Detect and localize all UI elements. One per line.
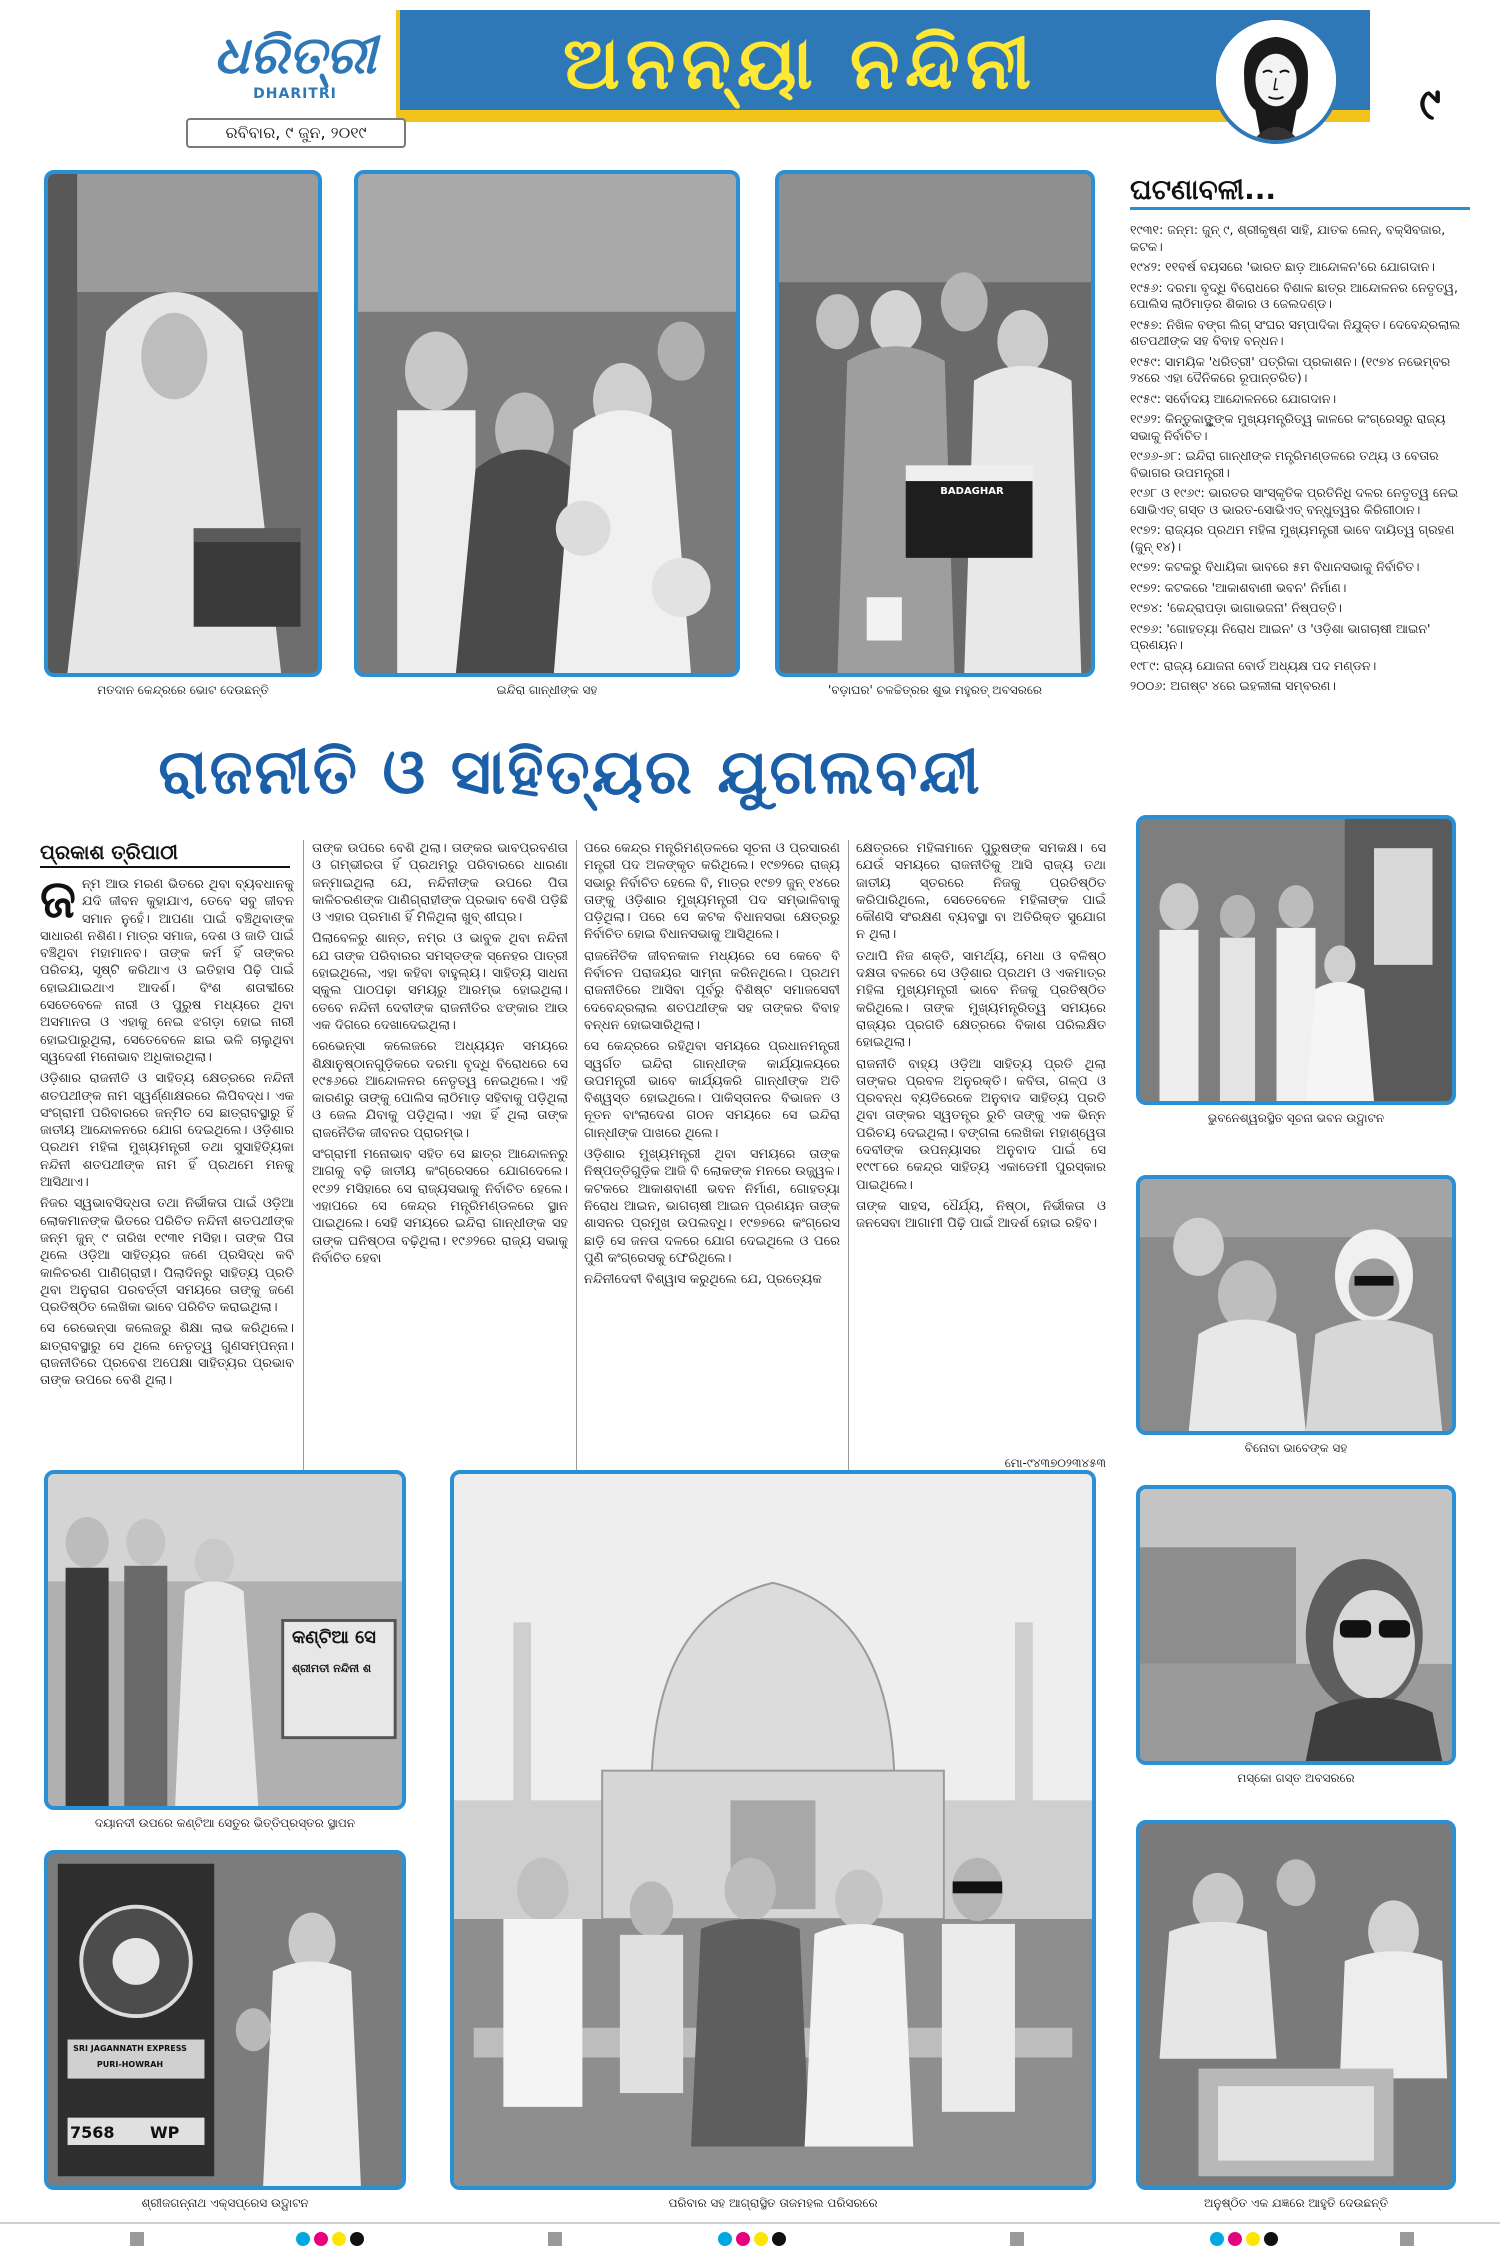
registration-mark [350,2232,364,2246]
photo-voting [44,170,322,677]
timeline-item: ୧୯୩୧: ଜନ୍ମ: ଜୁନ୍ ୯, ଶ୍ରୀକୃଷ୍ଣ ସାହି, ଯାତକ ଲେନ୍, ବକ୍ସିବଜାର, କଟକ। [1130,222,1446,254]
registration-mark [1228,2232,1242,2246]
timeline-title: ଘଟଣାବଳୀ... [1130,170,1470,210]
timeline-item: ୧୯୭୨: କଟକରେ 'ଆକାଶବାଣୀ ଭବନ' ନିର୍ମାଣ। [1130,579,1347,595]
photo-caption: ବିନୋବା ଭାବେଙ୍କ ସହ [1244,1441,1348,1455]
article-paragraph: ନ୍ମ ଆଉ ମରଣ ଭିତରେ ଥିବା ବ୍ୟବଧାନକୁ ଯଦି ଜୀବନ କୁହାଯାଏ, ତେବେ ସବୁ ଜୀବନ ସମାନ ନୁହେଁ। ଆପଣା ପାଇଁ ବଞ୍ଚିଥିବାଙ୍କ ସାଧାରଣ ନଶିଣ। ମାତ୍ର ସମାଜ, ଦେଶ ଓ ଜାତି ପାଇଁ ବଞ୍ଚିଥିବା ମହାମାନବ। ତାଙ୍କ କର୍ମ ହିଁ ତାଙ୍କର ପରିଚୟ, ସୃଷ୍ଟି କରିଥାଏ ଓ ଇତିହାସ ପିଢ଼ି ପାଇଁ ହୋଇଯାଇଥାଏ ଆଦର୍ଶ। ବିଂଶ ଶତାବ୍ଦୀରେ ସେତେବେଳେ ନାରୀ ଓ ପୁରୁଷ ମଧ୍ୟରେ ଥିବା ଅସମାନତା ଓ ଏହାକୁ ନେଇ ଝଗଡ଼ା ହୋଇ ନାରୀ ହୋଇପାରୁଥିଲା, ସେତେବେଳେ ଛାଇ ଭଳି ଚାଲୁଥିବା ସ୍ୱଦେଶୀ ମନୋଭାବ ଅଧିକାରଥିଲା। [40,877,294,1065]
registration-mark [296,2232,310,2246]
photo-caption: ଦୟାନଦୀ ଉପରେ କଣ୍ଟିଆ ସେତୁର ଭିତ୍ତିପ୍ରସ୍ତର ସ୍ଥାପନ [94,1816,356,1830]
timeline-item: ୧୯୫୭: ନିଖିଳ ବଙ୍ଗ ଲିଗ୍ ସଂଘର ସମ୍ପାଦିକା ନିଯୁକ୍ତ। ଦେବେନ୍ଦ୍ରଲାଲ ଶତପଥୀଙ୍କ ସହ ବିବାହ ବନ୍ଧନ। [1130,316,1461,348]
photo-yagna [1136,1820,1456,2190]
timeline-item: ୧୯୫୯: ସର୍ବୋଦୟ ଆନ୍ଦୋଳନରେ ଯୋଗଦାନ। [1130,390,1337,406]
film-muhurat-photo-icon [779,174,1091,673]
yagna-photo-icon [1140,1824,1452,2186]
footer-rule [0,2222,1500,2224]
portrait-sketch-icon [1216,20,1336,140]
photo-caption: ଶ୍ରୀଜଗନ୍ନାଥ ଏକ୍ସପ୍ରେସ ଉଦ୍ଘାଟନ [141,2196,309,2210]
column-divider [576,840,577,1470]
article-column-1 [40,876,294,1474]
timeline-item: ୧୯୭୬: 'ଗୋହତ୍ୟା ନିରୋଧ ଆଇନ' ଓ 'ଓଡ଼ିଶା ଭାଗଚାଷୀ ଆଇନ' ପ୍ରଣୟନ। [1130,620,1431,652]
registration-mark [1210,2232,1224,2246]
with-vinoba-photo-icon [1140,1179,1452,1431]
photo-badaghar-muhurat [775,170,1095,677]
article-paragraph: ତଥାପି ନିଜ ଶକ୍ତି, ସାମର୍ଥ୍ୟ, ମେଧା ଓ ବଳିଷ୍ଠ ଦକ୍ଷତା ବଳରେ ସେ ଓଡ଼ିଶାର ପ୍ରଥମ ଓ ଏକମାତ୍ର ମହିଳା ମୁଖ୍ୟମନ୍ତ୍ରୀ ଭାବେ ନିଜକୁ ପ୍ରତିଷ୍ଠିତ କରିଥିଲେ। ତାଙ୍କ ମୁଖ୍ୟମନ୍ତ୍ରିତ୍ୱ ସମୟରେ ରାଜ୍ୟର ପ୍ରଗତି କ୍ଷେତ୍ରରେ ବିକାଶ ପରିଲକ୍ଷିତ ହୋଇଥିଲା। [856,948,1106,1051]
train-code: WP [150,2123,180,2142]
train-board-line-1: SRI JAGANNATH EXPRESS [73,2044,187,2053]
timeline-item: ୧୯୭୪: 'କେନ୍ଦ୍ରାପଡ଼ା ଭାଗାଭଜନା' ନିଷ୍ପତ୍ତି। [1130,600,1343,615]
photo-caption: ଭୁବନେଶ୍ୱରସ୍ଥିତ ସୂଚନା ଭବନ ଉଦ୍ଘାଟନ [1207,1111,1385,1125]
timeline-item: ୧୯୭୨: କଟକରୁ ବିଧାୟିକା ଭାବରେ ୫ମ ବିଧାନସଭାକୁ ନିର୍ବାଚିତ। [1130,559,1420,574]
column-divider [848,840,849,1470]
registration-mark [1246,2232,1260,2246]
article-paragraph: ଓଡ଼ିଶାର ମୁଖ୍ୟମନ୍ତ୍ରୀ ଥିବା ସମୟରେ ତାଙ୍କ ନିଷ୍ପତ୍ତିଗୁଡ଼ିକ ଆଜି ବି ଲୋକଙ୍କ ମନରେ ଉଜ୍ଜ୍ୱଳ। କଟକରେ ଆକାଶବାଣୀ ଭବନ ନିର୍ମାଣ, ଗୋହତ୍ୟା ନିରୋଧ ଆଇନ, ଭାଗଚାଷୀ ଆଇନ ପ୍ରଣୟନ ତାଙ୍କ ଶାସନର ପ୍ରମୁଖ ଉପଲବ୍ଧି। ୧୯୭୭ରେ କଂଗ୍ରେସ ଛାଡ଼ି ସେ ଜନତା ଦଳରେ ଯୋଗ ଦେଇଥିଲେ ଓ ପରେ ପୁଣି କଂଗ୍ରେସକୁ ଫେରିଥିଲେ। [584,1147,840,1266]
article-paragraph: ସେ ରେଭେନ୍ସା କଲେଜରୁ ଶିକ୍ଷା ଲାଭ କରିଥିଲେ। ଛାତ୍ରାବସ୍ଥାରୁ ସେ ଥିଲେ ନେତୃତ୍ୱ ଗୁଣସମ୍ପନ୍ନା। ରାଜନୀତିରେ ପ୍ରବେଶ ଅପେକ୍ଷା ସାହିତ୍ୟର ପ୍ରଭାବ ତାଙ୍କ ଉପରେ ବେଶି ଥିଲା। [40,1321,294,1389]
timeline-item: ୧୯୬୮ ଓ ୧୯୬୯: ଭାରତର ସାଂସ୍କୃତିକ ପ୍ରତିନିଧି ଦଳର ନେତୃତ୍ୱ ନେଇ ସୋଭିଏତ୍ ଗସ୍ତ ଓ ଭାରତ-ସୋଭିଏତ୍ ବନ୍ଧୁତ୍ୱର କିରିଗୀଠାନ। [1130,485,1459,517]
taj-mahal-family-photo-icon [454,1474,1092,2186]
byline-rule [40,866,290,868]
article-paragraph: ରାଜନୀତି ବାହ୍ୟ ଓଡ଼ିଆ ସାହିତ୍ୟ ପ୍ରତି ଥିଲା ତାଙ୍କର ପ୍ରବଳ ଅନୁରକ୍ତି। କବିତା, ଗଳ୍ପ ଓ ପ୍ରବନ୍ଧ ବ୍ୟତିରେକେ ଅନୁବାଦ ସାହିତ୍ୟ ପ୍ରତି ଥିବା ତାଙ୍କର ସ୍ୱତନ୍ତ୍ର ରୁଚି ତାଙ୍କୁ ଏକ ଭିନ୍ନ ପରିଚୟ ଦେଇଥିଲା। ବଙ୍ଗଳା ଲେଖିକା ମହାଶ୍ୱେତା ଦେବୀଙ୍କ ଉପନ୍ୟାସର ଅନୁବାଦ ପାଇଁ ସେ ୧୯୯୮ରେ କେନ୍ଦ୍ର ସାହିତ୍ୟ ଏକାଡେମୀ ପୁରସ୍କାର ପାଇଥିଲେ। [856,1056,1106,1193]
byline: ପ୍ରକାଶ ତ୍ରିପାଠୀ [40,840,178,864]
newspaper-logo-sub: DHARITRI [253,86,337,102]
photo-vinoba-bhave [1136,1175,1456,1435]
foundation-sign-line-1: କଣ୍ଟିଆ ସେ [292,1627,376,1648]
article-paragraph: ସେ କେନ୍ଦ୍ରରେ ରହିଥିବା ସମୟରେ ପ୍ରଧାନମନ୍ତ୍ରୀ ସ୍ୱର୍ଗତ ଇନ୍ଦିରା ଗାନ୍ଧୀଙ୍କ କାର୍ଯ୍ୟାଳୟରେ ଉପମନ୍ତ୍ରୀ ଭାବେ କାର୍ଯ୍ୟକରି ଗାନ୍ଧୀଙ୍କ ଅତି ବିଶ୍ୱସ୍ତ ହୋଇଥିଲେ। ପାକିସ୍ତାନର ବିଭାଜନ ଓ ନୂତନ ବାଂଲାଦେଶ ଗଠନ ସମୟରେ ସେ ଇନ୍ଦିରା ଗାନ୍ଧୀଙ୍କ ପାଖରେ ଥିଲେ। [584,1039,840,1141]
registration-mark [130,2232,144,2246]
registration-mark [754,2232,768,2246]
article-column-4 [856,840,1106,1452]
article-paragraph: ଓଡ଼ିଶାର ରାଜନୀତି ଓ ସାହିତ୍ୟ କ୍ଷେତ୍ରରେ ନନ୍ଦିନୀ ଶତପଥୀଙ୍କ ନାମ ସ୍ୱର୍ଣ୍ଣାକ୍ଷରରେ ଲିପିବଦ୍ଧ। ଏକ ସଂଗ୍ରାମୀ ପରିବାରରେ ଜନ୍ମିତ ସେ ଛାତ୍ରାବସ୍ଥାରୁ ହିଁ ଜାତୀୟ ଆନ୍ଦୋଳନରେ ଯୋଗ ଦେଇଥିଲେ। ଓଡ଼ିଶାର ପ୍ରଥମ ମହିଳା ମୁଖ୍ୟମନ୍ତ୍ରୀ ତଥା ସୁସାହିତ୍ୟିକା ନନ୍ଦିନୀ ଶତପଥୀଙ୍କ ନାମ ହିଁ ପ୍ରଥମେ ମନକୁ ଆସିଥାଏ। [40,1071,294,1191]
article-paragraph: ପରେ କେନ୍ଦ୍ର ମନ୍ତ୍ରିମଣ୍ଡଳରେ ସୂଚନା ଓ ପ୍ରସାରଣ ମନ୍ତ୍ରୀ ପଦ ଅଳଙ୍କୃତ କରିଥିଲେ। ୧୯୭୨ରେ ରାଜ୍ୟ ସଭାରୁ ନିର୍ବାଚିତ ହେଲେ ବି, ମାତ୍ର ୧୯୭୨ ଜୁନ୍ ୧୪ରେ ତାଙ୍କୁ ଓଡ଼ିଶାର ମୁଖ୍ୟମନ୍ତ୍ରୀ ପଦ ସମ୍ଭାଳିବାକୁ ପଡ଼ିଥିଲା। ପରେ ସେ କଟକ ବିଧାନସଭା କ୍ଷେତ୍ରରୁ ନିର୍ବାଚିତ ହୋଇ ବିଧାନସଭାକୁ ଆସିଥିଲେ। [584,841,840,943]
train-board-line-2: PURI-HOWRAH [96,2060,164,2069]
article-column-3 [584,840,840,1474]
article-paragraph: ରେଭେନ୍ସା କଲେଜରେ ଅଧ୍ୟୟନ ସମୟରେ ଶିକ୍ଷାନୁଷ୍ଠାନଗୁଡ଼ିକରେ ଦରମା ବୃଦ୍ଧି ବିରୋଧରେ ସେ ୧୯୫୬ରେ ଆନ୍ଦୋଳନର ନେତୃତ୍ୱ ନେଇଥିଲେ। ଏହି କାରଣରୁ ତାଙ୍କୁ ପୋଲିସ ଲାଠିମାଡ଼ ସହିବାକୁ ପଡ଼ିଥିଲା ଓ ଜେଲ ଯିବାକୁ ପଡ଼ିଥିଲା। ଏହା ହିଁ ଥିଲା ତାଙ୍କ ରାଜନୈତିକ ଜୀବନର ପ୍ରାରମ୍ଭ। [312,1039,568,1141]
newspaper-logo: ଧରିତ୍ରୀ [213,26,377,86]
registration-mark [332,2232,346,2246]
article-paragraph: ତାଙ୍କ ସାହସ, ଧୈର୍ଯ୍ୟ, ନିଷ୍ଠା, ନିର୍ଭୀକତା ଓ ଜନସେବା ଆଗାମୀ ପିଢ଼ି ପାଇଁ ଆଦର୍ଶ ହୋଇ ରହିବ। [856,1198,1106,1232]
clapboard-label: BADAGHAR [940,486,1004,497]
foundation-sign-line-2: ଶ୍ରୀମତୀ ନନ୍ଦିନୀ ଶ [292,1662,372,1675]
photo-indira-gandhi [354,170,740,677]
page-number: ୯ [1419,79,1441,130]
registration-mark [1010,2232,1024,2246]
moscow-visit-photo-icon [1140,1489,1452,1761]
photo-caption: 'ବଡ଼ାଘର' ଚଳଚ୍ଚିତ୍ରର ଶୁଭ ମହୁରତ୍ ଅବସରରେ [828,683,1042,697]
timeline-item: ୧୯୪୨: ୧୧ବର୍ଷ ବୟସରେ 'ଭାରତ ଛାଡ଼ ଆନ୍ଦୋଳନ'ରେ ଯୋଗଦାନ। [1130,259,1436,274]
drop-cap: ଜ [40,876,76,930]
article-paragraph: ତାଙ୍କ ଉପରେ ବେଶି ଥିଲା। ତାଙ୍କର ଭାବପ୍ରବଣତା ଓ ଗମ୍ଭୀରତା ହିଁ ପ୍ରଥମରୁ ପରିବାରରେ ଧାରଣା ଜନ୍ମାଇଥିଲା ଯେ, ନନ୍ଦିନୀଙ୍କ ଉପରେ ପିତା କାଳିଚରଣଙ୍କ ପାଣିଗ୍ରାହୀଙ୍କ ପ୍ରଭାବ ବେଶି ପଡ଼ିଛି ଓ ଏହାର ପ୍ରମାଣ ହିଁ ମିଳିଥିଲା ଖୁବ୍ ଶୀଘ୍ର। [312,841,568,926]
group-with-indira-photo-icon [358,174,736,673]
author-contact: ମୋ-୯୪୩୭୦୨୩୪୫୩ [1004,1456,1106,1470]
timeline-item: ୧୯୫୬: ଦରମା ବୃଦ୍ଧି ବିରୋଧରେ ବିଶାଳ ଛାତ୍ର ଆନ୍ଦୋଳନର ନେତୃତ୍ୱ, ପୋଲିସ ଲାଠିମାଡ଼ର ଶିକାର ଓ ଜେଲଦଣ୍ଡ। [1130,279,1458,311]
issue-date: ରବିବାର, ୯ ଜୁନ, ୨୦୧୯ [186,118,406,148]
column-divider [303,840,304,1470]
photo-caption: ଅନୁଷ୍ଠିତ ଏକ ଯଜ୍ଞରେ ଆହୁତି ଦେଉଛନ୍ତି [1203,2196,1389,2210]
photo-caption: ଇନ୍ଦିରା ଗାନ୍ଧୀଙ୍କ ସହ [496,683,598,697]
timeline-item: ୧୯୬୨: କିନ୍ତୁକାଙ୍କ୍ଷୁଙ୍କ ମୁଖ୍ୟମନ୍ତ୍ରିତ୍ୱ କାଳରେ କଂଗ୍ରେସରୁ ରାଜ୍ୟ ସଭାକୁ ନିର୍ବାଚିତ। [1130,411,1446,443]
article-paragraph: କ୍ଷେତ୍ରରେ ମହିଳାମାନେ ପୁରୁଷଙ୍କ ସମକକ୍ଷ। ସେ ଯେଉଁ ସମୟରେ ରାଜନୀତିକୁ ଆସି ରାଜ୍ୟ ତଥା ଜାତୀୟ ସ୍ତରରେ ନିଜକୁ ପ୍ରତିଷ୍ଠିତ କରିପାରିଥିଲେ, ସେତେବେଳେ ମହିଳାଙ୍କ ପାଇଁ କୌଣସି ସଂରକ୍ଷଣ ବ୍ୟବସ୍ଥା ବା ଅତିରିକ୍ତ ସୁଯୋଗ ନ ଥିଲା। [856,841,1106,943]
portrait-sketch [1212,16,1340,144]
woman-voting-photo-icon [48,174,318,673]
article-paragraph: ସଂଗ୍ରାମୀ ମନୋଭାବ ସହିତ ସେ ଛାତ୍ର ଆନ୍ଦୋଳନରୁ ଆଗକୁ ବଢ଼ି ଜାତୀୟ କଂଗ୍ରେସରେ ଯୋଗଦେଲେ। ୧୯୬୨ ମସିହାରେ ସେ ରାଜ୍ୟସଭାକୁ ନିର୍ବାଚିତ ହେଲେ। ଏହାପରେ ସେ କେନ୍ଦ୍ର ମନ୍ତ୍ରିମଣ୍ଡଳରେ ସ୍ଥାନ ପାଇଥିଲେ। ସେହି ସମୟରେ ଇନ୍ଦିରା ଗାନ୍ଧୀଙ୍କ ସହ ତାଙ୍କ ଘନିଷ୍ଠତା ବଢ଼ିଥିଲା। ୧୯୬୨ରେ ରାଜ୍ୟ ସଭାକୁ ନିର୍ବାଚିତ ହେବା [312,1147,568,1266]
photo-caption: ମସ୍କୋ ଗସ୍ତ ଅବସରରେ [1237,1771,1355,1785]
article-paragraph: ରାଜନୈତିକ ଜୀବନକାଳ ମଧ୍ୟରେ ସେ କେବେ ବି ନିର୍ବାଚନ ପରାଜୟର ସାମ୍ନା କରିନଥିଲେ। ପ୍ରଥମ ରାଜନୀତିରେ ଆସିବା ପୂର୍ବରୁ ବିଶିଷ୍ଟ ସମାଜସେବୀ ଦେବେନ୍ଦ୍ରଲାଲ ଶତପଥୀଙ୍କ ସହ ତାଙ୍କର ବିବାହ ବନ୍ଧନ ହୋଇସାରିଥିଲା। [584,948,840,1033]
inauguration-photo-icon [1140,819,1452,1101]
photo-taj-mahal-family [450,1470,1096,2190]
timeline-item: ୧୯୬୬-୬୮: ଇନ୍ଦିରା ଗାନ୍ଧୀଙ୍କ ମନ୍ତ୍ରିମଣ୍ଡଳରେ ତଥ୍ୟ ଓ ବେତାର ବିଭାଗର ଉପମନ୍ତ୍ରୀ। [1130,448,1439,480]
registration-mark [1264,2232,1278,2246]
headline: ରାଜନୀତି ଓ ସାହିତ୍ୟର ଯୁଗଲବନ୍ଦୀ [158,735,982,808]
registration-mark [736,2232,750,2246]
photo-moscow [1136,1485,1456,1765]
registration-mark [548,2232,562,2246]
registration-mark [718,2232,732,2246]
registration-mark [1400,2232,1414,2246]
article-paragraph: ନନ୍ଦିନୀଦେବୀ ବିଶ୍ୱାସ କରୁଥିଲେ ଯେ, ପ୍ରତ୍ୟେକ [584,1272,822,1288]
timeline-list [1130,222,1470,802]
article-paragraph: ପିଲାବେଳରୁ ଶାନ୍ତ, ନମ୍ର ଓ ଭାବୁକ ଥିବା ନନ୍ଦିନୀ ଯେ ତାଙ୍କ ପରିବାରର ସମସ୍ତଙ୍କ ସ୍ନେହର ପାତ୍ରୀ ହୋଇଥିଲେ, ଏହା କହିବା ବାହୁଲ୍ୟ। ସାହିତ୍ୟ ସାଧନା ସ୍କୁଲ ପାଠପଢ଼ା ସମୟରୁ ଆରମ୍ଭ ହୋଇଥିଲା। ତେବେ ନନ୍ଦିନୀ ଦେବୀଙ୍କ ରାଜନୀତିର ଝଙ୍କାର ଆଉ ଏକ ଦିଗରେ ଦେଖାଦେଇଥିଲା। [312,931,568,1033]
registration-mark [772,2232,786,2246]
article-column-2 [312,840,568,1474]
registration-mark [314,2232,328,2246]
timeline-item: ୧୯୫୯: ସାମୟିକ 'ଧରିତ୍ରୀ' ପତ୍ରିକା ପ୍ରକାଶନ। (୧୯୭୪ ନଭେମ୍ବର ୨୪ରେ ଏହା ଦୈନିକରେ ରୂପାନ୍ତରିତ)। [1130,353,1451,385]
timeline-item: ୨୦୦୬: ଅଗଷ୍ଟ ୪ରେ ଇହଲୀଳା ସମ୍ବରଣ। [1130,678,1336,693]
train-number: 7568 [70,2123,115,2142]
photo-information-bhawan [1136,815,1456,1105]
article-paragraph: ନିଜର ସ୍ୱଭାବସିଦ୍ଧତା ତଥା ନିର୍ଭୀକତା ପାଇଁ ଓଡ଼ିଆ ଲୋକମାନଙ୍କ ଭିତରେ ପରିଚିତ ନନ୍ଦିନୀ ଶତପଥୀଙ୍କ ଜନ୍ମ ଜୁନ୍ ୯ ତାରିଖ ୧୯୩୧ ମସିହା। ତାଙ୍କ ପିତା ଥିଲେ ଓଡ଼ିଆ ସାହିତ୍ୟର ଜଣେ ପ୍ରସିଦ୍ଧ କବି କାଳିଚରଣ ପାଣିଗ୍ରାହୀ। ପିଲାଦିନରୁ ସାହିତ୍ୟ ପ୍ରତି ଥିବା ଅନୁରାଗ ପରବର୍ତ୍ତୀ ସମୟରେ ତାଙ୍କୁ ଜଣେ ପ୍ରତିଷ୍ଠିତ ଲେଖିକା ଭାବେ ପରିଚିତ କରାଇଥିଲା। [40,1196,294,1316]
photo-caption: ପରିବାର ସହ ଆଗ୍ରାସ୍ଥିତ ତାଜମହଲ ପରିସରରେ [668,2196,878,2210]
section-title: ଅନନ୍ୟା ନନ୍ଦିନୀ [562,21,1038,105]
timeline-item: ୧୯୭୨: ରାଜ୍ୟର ପ୍ରଥମ ମହିଳା ମୁଖ୍ୟମନ୍ତ୍ରୀ ଭାବେ ଦାୟିତ୍ୱ ଗ୍ରହଣ (ଜୁନ୍ ୧୪)। [1130,522,1455,554]
timeline-item: ୧୯୮୯: ରାଜ୍ୟ ଯୋଜନା ବୋର୍ଡ ଅଧ୍ୟକ୍ଷ ପଦ ମଣ୍ଡନ। [1130,657,1377,673]
photo-caption: ମତଦାନ କେନ୍ଦ୍ରରେ ଭୋଟ ଦେଉଛନ୍ତି [97,683,269,697]
